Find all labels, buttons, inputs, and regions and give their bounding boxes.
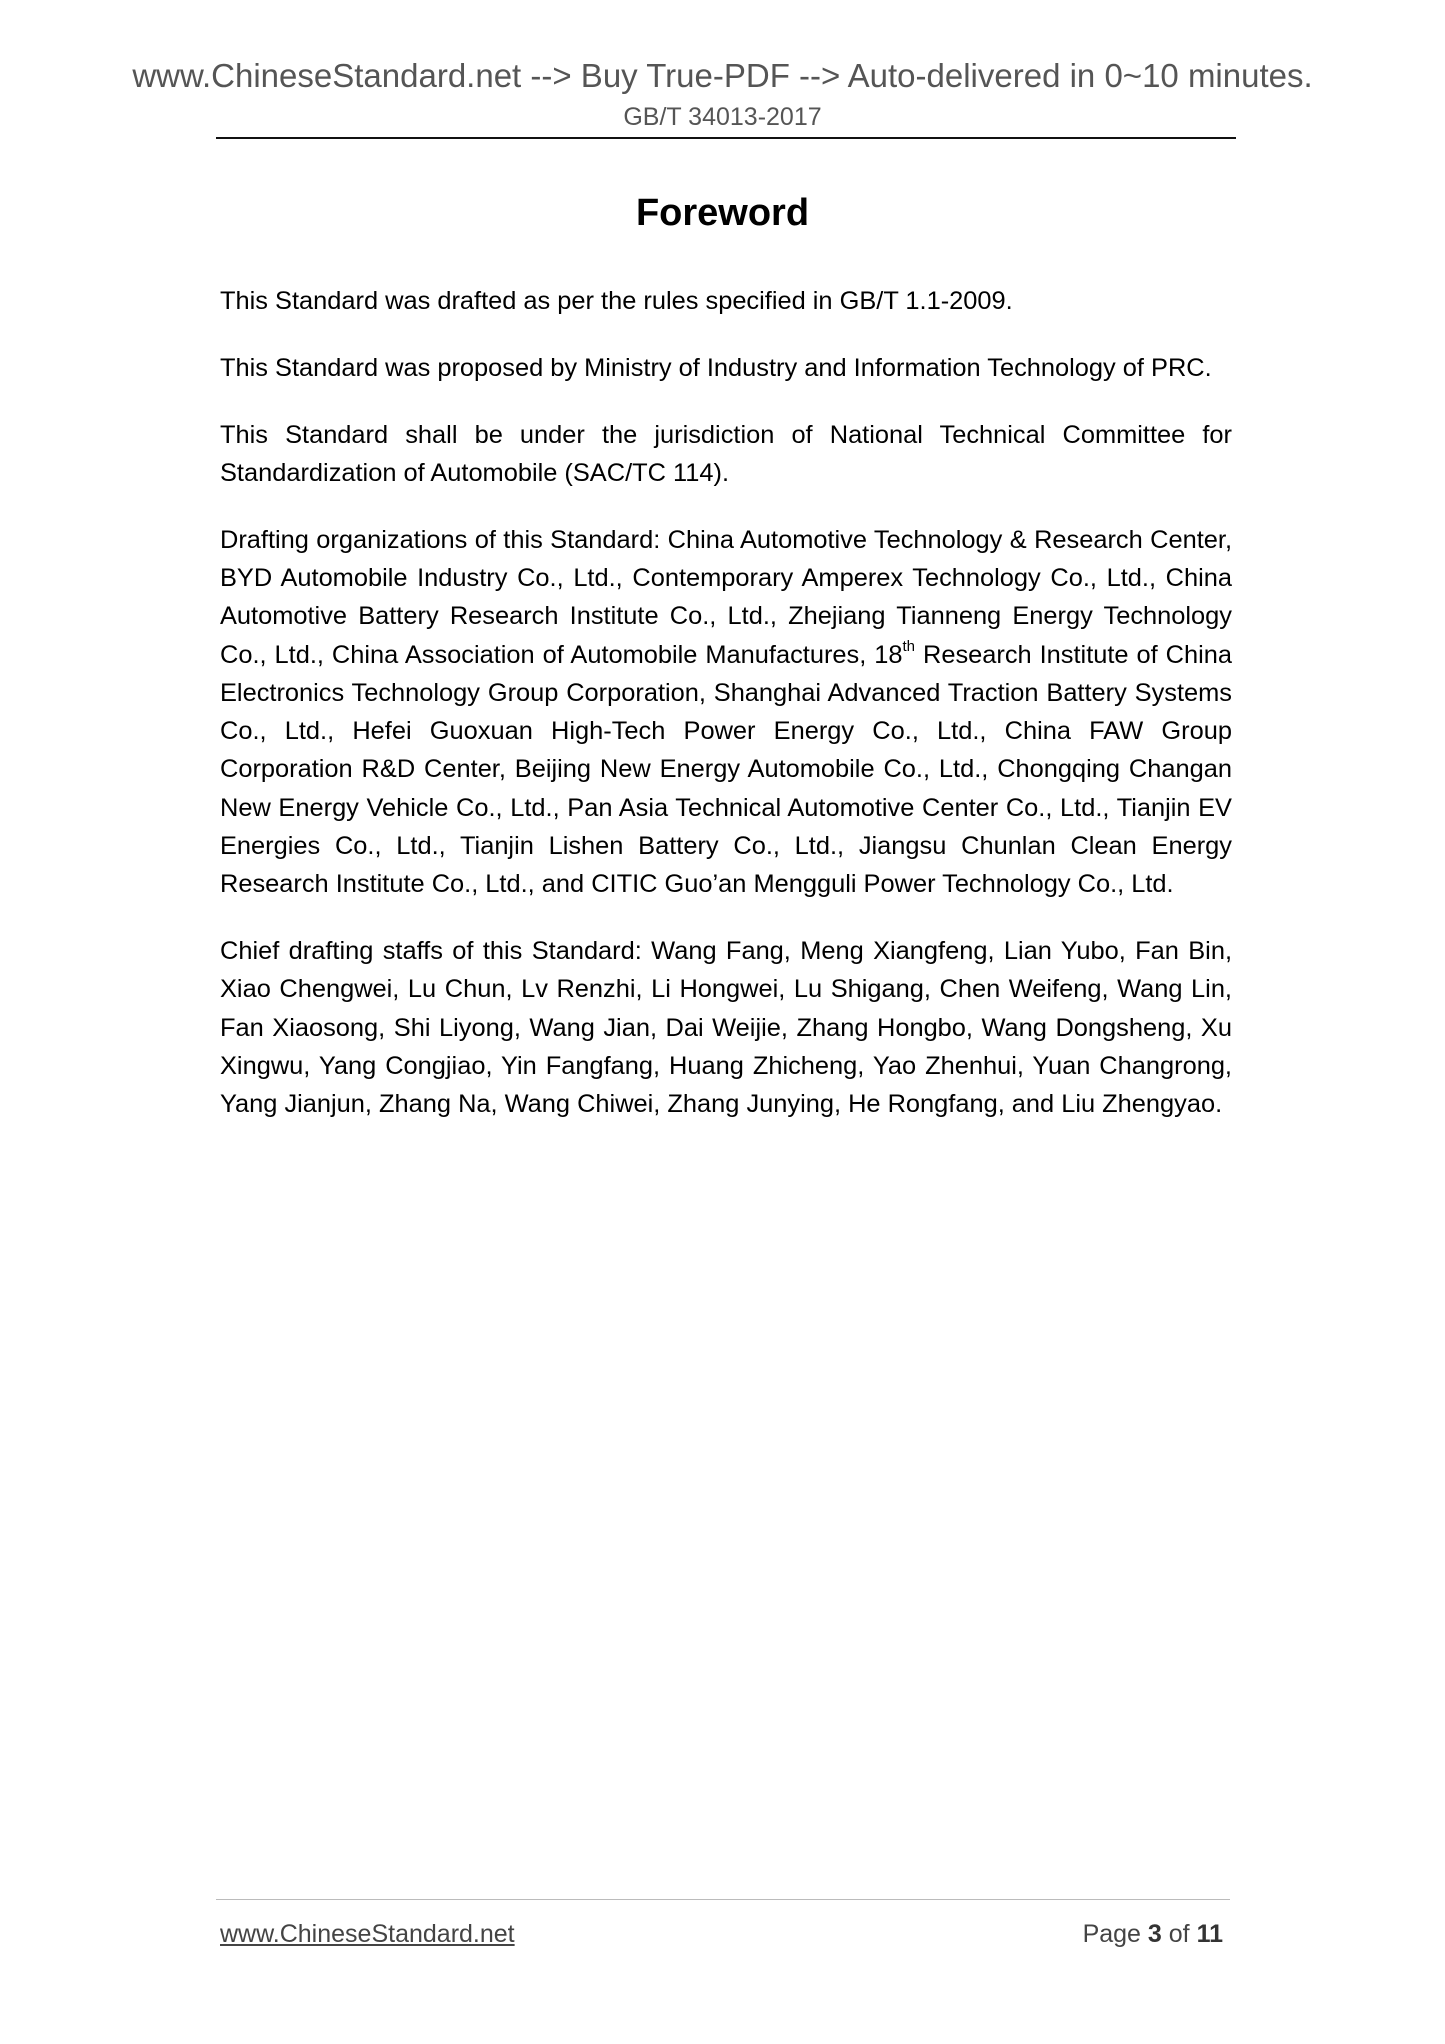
page-total: 11	[1196, 1920, 1223, 1948]
page-current: 3	[1147, 1920, 1162, 1948]
drafting-organizations-part-2: Research Institute of China Electronics Technology Group Corporation, Shanghai Advanced Traction Battery Systems Co., Ltd., Hefei Guoxuan High-Tech Power Energy Co., Ltd., China FAW Group Corporation R&D Center, Beijing New Energy Automobile Co., Ltd., Chongqing Changan New Energy Vehicle Co., Ltd., Pan Asia Technical Automotive Center Co., Ltd., Tianjin EV Energies Co., Ltd., Tianjin Lishen Battery Co., Ltd., Jiangsu Chunlan Clean Energy Research Institute Co., Ltd., and CITIC Guo’an Mengguli Power Technology Co., Ltd.	[220, 640, 1233, 899]
paragraph-drafting-rules: This Standard was drafted as per the rules specified in GB/T 1.1-2009.	[220, 287, 1013, 315]
header-divider	[216, 137, 1236, 139]
foreword-body	[220, 282, 1232, 1152]
document-code: GB/T 34013-2017	[623, 103, 822, 131]
drafting-organizations-part-1: Drafting organizations of this Standard: China Automotive Technology & Research Center, BYD Automobile Industry Co., Ltd., Contemporary Amperex Technology Co., Ltd., China Automotive Battery Research Institute Co., Ltd., Zhejiang Tianneng Energy Technology Co., Ltd., China Association of Automobile Manufactures, 18	[220, 525, 1232, 669]
paragraph-chief-drafting-staffs: Chief drafting staffs of this Standard: Wang Fang, Meng Xiangfeng, Lian Yubo, Fan Bin, Xiao Chengwei, Lu Chun, Lv Renzhi, Li Hongwei, Lu Shigang, Chen Weifeng, Wang Lin, Fan Xiaosong, Shi Liyong, Wang Jian, Dai Weijie, Zhang Hongbo, Wang Dongsheng, Xu Xingwu, Yang Congjiao, Yin Fangfang, Huang Zhicheng, Yao Zhenhui, Yuan Changrong, Yang Jianjun, Zhang Na, Wang Chiwei, Zhang Junying, He Rongfang, and Liu Zhengyao.	[220, 937, 1232, 1119]
paragraph-proposed-by: This Standard was proposed by Ministry of Industry and Information Technology of PRC.	[220, 353, 1212, 382]
page-title: Foreword	[635, 192, 810, 234]
paragraph-jurisdiction: This Standard shall be under the jurisdiction of National Technical Committee for Standardization of Automobile (SAC/TC 114).	[220, 420, 1232, 487]
paragraph-drafting-organizations	[220, 521, 1232, 904]
page-of: of	[1161, 1920, 1197, 1948]
footer-website-link[interactable]: www.ChineseStandard.net	[220, 1920, 515, 1948]
ordinal-superscript: th	[902, 638, 916, 656]
header-banner: www.ChineseStandard.net --> Buy True-PDF --> Auto-delivered in 0~10 minutes.	[132, 57, 1313, 94]
footer-divider	[216, 1899, 1230, 1900]
page-number	[1083, 1918, 1223, 1950]
page-prefix: Page	[1082, 1920, 1148, 1948]
